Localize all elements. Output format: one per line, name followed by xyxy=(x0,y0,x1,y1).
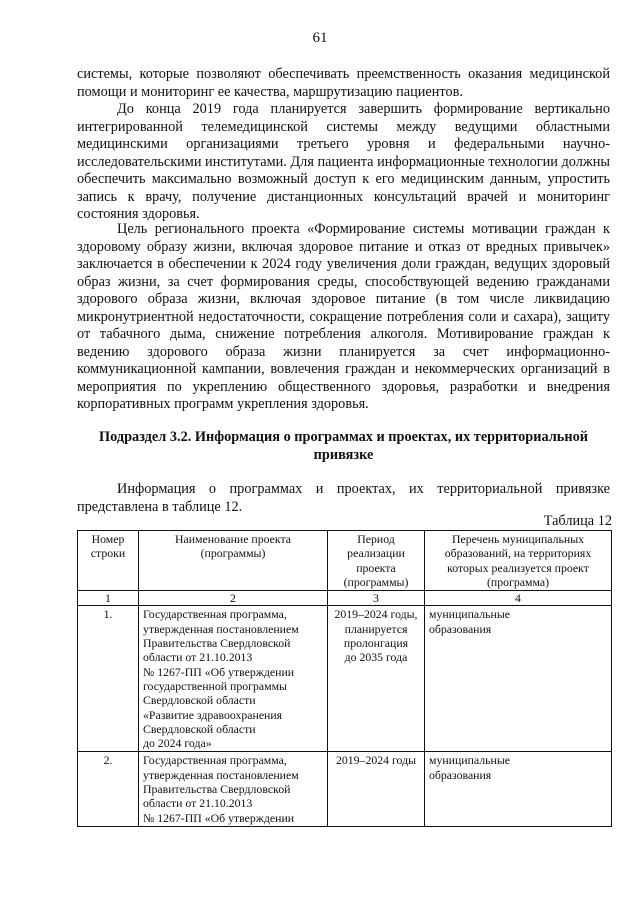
paragraph-telemedicine: До конца 2019 года планируется завершить формирование вертикально интегрированной телемедицинской системы между ведущими областными медицинскими организациями третьего уровня и федеральными научно-исследовательскими институтами. Для пациента информационные технологии должны обеспечить максимально возможный доступ к его медицинским данным, упростить запись к врачу, получение дистанционных консультаций врачей и мониторинг состояния здоровья. xyxy=(77,101,611,222)
paragraph-healthy-lifestyle-project: Цель регионального проекта «Формирование системы мотивации граждан к здоровому образу жизни, включая здоровое питание и отказ от вредных привычек» заключается в обеспечении к 2024 году увеличения доли граждан, ведущих здоровый образ жизни, за счет формирования среды, способствующей ведению гражданами здорового образа жизни, включая здоровое питание (в том числе ликвидацию микронутриентной недостаточности, сокращение потребления соли и сахара), защиту от табачного дыма, снижение потребления алкоголя. Мотивирование граждан к ведению здорового образа жизни планируется за счет информационно-коммуникационной кампании, вовлечения граждан и некоммерческих организаций в мероприятия по укреплению общественного здоровья, разработки и внедрения корпоративных программ укрепления здоровья. xyxy=(77,221,610,412)
project-name: Государственная программа, утвержденная постановлением Правительства Свердловской области от 21.10.2013 № 1267-ПП «Об утверждении государственной программы Свердловской области «Развитие здравоохранения Свердловской области до 2024 года» xyxy=(139,606,328,752)
project-period: 2019–2024 годы xyxy=(328,752,425,826)
table-row xyxy=(78,606,612,752)
header-row-number: Номер строки xyxy=(78,531,139,591)
table-caption: Таблица 12 xyxy=(543,513,612,529)
project-name: Государственная программа, утвержденная постановлением Правительства Свердловской области от 21.10.2013 № 1267-ПП «Об утверждении xyxy=(139,752,328,826)
table-row xyxy=(78,752,612,826)
paragraph-table-intro: Информация о программах и проектах, их территориальной привязке представлена в таблице 12. xyxy=(77,481,610,515)
paragraph-continuation: системы, которые позволяют обеспечивать преемственность оказания медицинской помощи и мониторинг ее качества, маршрутизацию пациентов. xyxy=(77,66,610,100)
project-period: 2019–2024 годы, планируется пролонгация до 2035 года xyxy=(328,606,425,752)
section-heading: Подраздел 3.2. Информация о программах и проектах, их территориальной привязке xyxy=(99,429,588,463)
project-territories: муниципальные образования xyxy=(425,752,612,826)
row-number: 1. xyxy=(78,606,139,752)
page-number: 61 xyxy=(312,30,328,46)
column-number-row xyxy=(78,591,612,606)
column-number: 3 xyxy=(328,591,425,606)
column-number: 1 xyxy=(78,591,139,606)
header-territories: Перечень муниципальных образований, на территориях которых реализуется проект (программа) xyxy=(425,531,612,591)
column-number: 2 xyxy=(139,591,328,606)
column-number: 4 xyxy=(425,591,612,606)
table-header-row xyxy=(78,531,612,591)
header-period: Период реализации проекта (программы) xyxy=(328,531,425,591)
project-territories: муниципальные образования xyxy=(425,606,612,752)
projects-table xyxy=(77,530,612,827)
header-project-name: Наименование проекта (программы) xyxy=(139,531,328,591)
row-number: 2. xyxy=(78,752,139,826)
